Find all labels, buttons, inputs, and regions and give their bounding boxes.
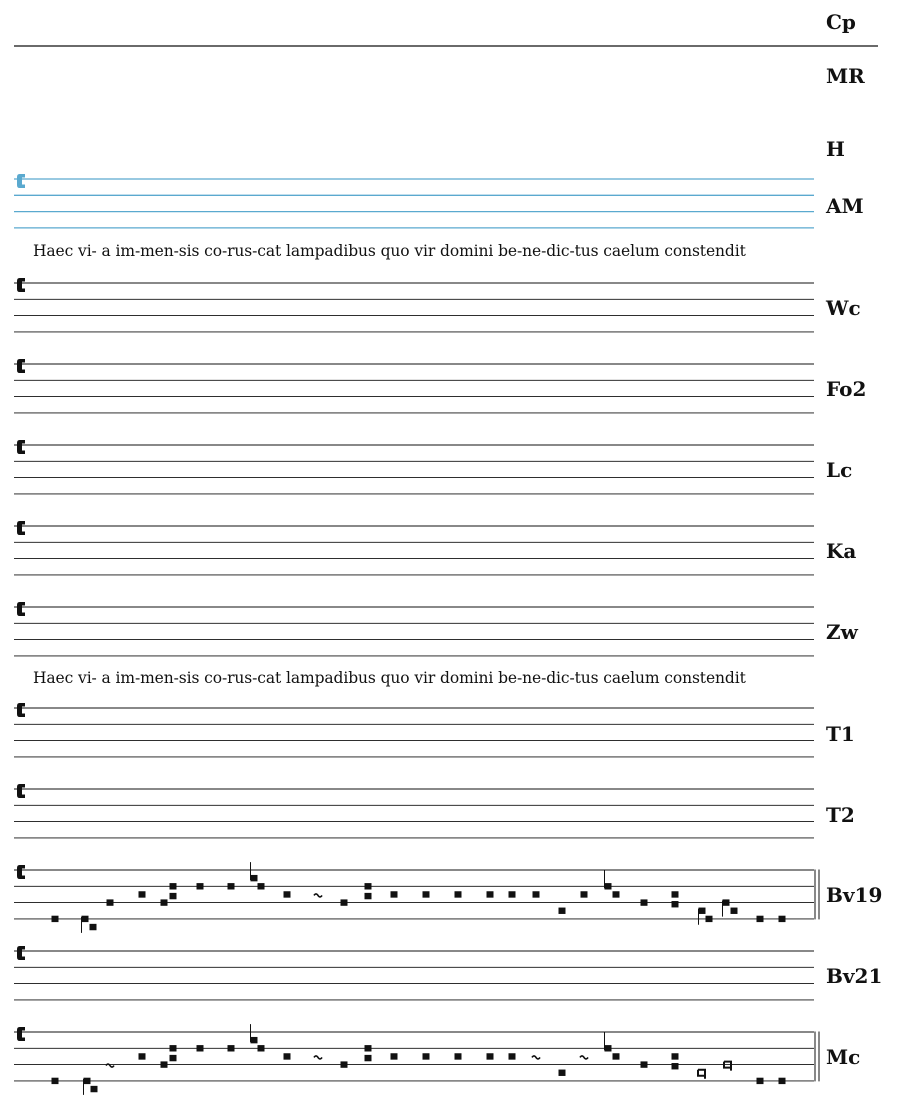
- neume-punctum: [258, 883, 265, 889]
- neume-punctum: [423, 1053, 430, 1059]
- neume-punctum: [52, 916, 59, 922]
- c-clef-icon: [17, 602, 25, 616]
- neume-punctum: [672, 901, 679, 907]
- neume-punctum: [487, 891, 494, 897]
- neume-punctum: [779, 1078, 786, 1084]
- neume-punctum: [90, 924, 97, 930]
- staff-zw[interactable]: [14, 602, 814, 656]
- neume-punctum: [170, 883, 177, 889]
- neume-punctum: [84, 1078, 91, 1084]
- c-clef-icon: [17, 278, 25, 292]
- neume-punctum: [341, 1061, 348, 1067]
- neume-punctum: [91, 1086, 98, 1092]
- neume-punctum: [581, 891, 588, 897]
- staff-mc[interactable]: [14, 1024, 819, 1095]
- neume-quilisma: [580, 1056, 588, 1059]
- neume-punctum: [723, 899, 730, 905]
- neume-punctum: [228, 883, 235, 889]
- siglum-zw[interactable]: Zw: [826, 620, 858, 644]
- neume-punctum: [559, 908, 566, 914]
- c-clef-icon: [17, 174, 25, 188]
- staff-lc[interactable]: [14, 440, 814, 494]
- siglum-mr[interactable]: MR: [826, 64, 865, 88]
- siglum-fo2[interactable]: Fo2: [826, 377, 867, 401]
- neume-punctum: [641, 899, 648, 905]
- neume-punctum: [605, 1045, 612, 1051]
- neume-punctum: [139, 891, 146, 897]
- staff-bv19[interactable]: [14, 862, 819, 933]
- neume-punctum: [605, 883, 612, 889]
- neume-quilisma: [314, 894, 322, 897]
- neume-punctum: [161, 899, 168, 905]
- neume-punctum: [391, 891, 398, 897]
- neume-punctum: [139, 1053, 146, 1059]
- neume-punctum: [365, 1055, 372, 1061]
- neume-quilisma: [532, 1056, 540, 1059]
- neume-punctum: [161, 1061, 168, 1067]
- neume-punctum: [509, 891, 516, 897]
- neume-punctum: [559, 1070, 566, 1076]
- neume-punctum: [487, 1053, 494, 1059]
- staff-fo2[interactable]: [14, 359, 814, 413]
- neume-liquescent: [698, 1070, 705, 1079]
- neume-punctum: [284, 1053, 291, 1059]
- c-clef-icon: [17, 865, 25, 879]
- siglum-t2[interactable]: T2: [826, 803, 855, 827]
- neume-punctum: [258, 1045, 265, 1051]
- neume-punctum: [197, 1045, 204, 1051]
- neume-punctum: [365, 1045, 372, 1051]
- neume-punctum: [197, 883, 204, 889]
- neume-punctum: [391, 1053, 398, 1059]
- neume-punctum: [341, 899, 348, 905]
- neume-punctum: [613, 891, 620, 897]
- neume-punctum: [757, 916, 764, 922]
- neume-liquescent: [724, 1062, 731, 1071]
- neume-punctum: [706, 916, 713, 922]
- siglum-am[interactable]: AM: [826, 194, 864, 218]
- lyrics-line-1: Haec vi- a im-men-sis co-rus-cat lampadibus quo vir domini be-ne-dic-tus caelum constendit: [33, 242, 746, 260]
- neume-punctum: [228, 1045, 235, 1051]
- c-clef-icon: [17, 946, 25, 960]
- staff-ka[interactable]: [14, 521, 814, 575]
- staff-wc[interactable]: [14, 278, 814, 332]
- siglum-ka[interactable]: Ka: [826, 539, 857, 563]
- c-clef-icon: [17, 784, 25, 798]
- neume-punctum: [284, 891, 291, 897]
- neume-punctum: [365, 883, 372, 889]
- neume-quilisma: [314, 1056, 322, 1059]
- neume-punctum: [533, 891, 540, 897]
- neume-punctum: [672, 1063, 679, 1069]
- neume-punctum: [107, 899, 114, 905]
- neume-punctum: [699, 908, 706, 914]
- neume-punctum: [509, 1053, 516, 1059]
- neume-punctum: [455, 1053, 462, 1059]
- c-clef-icon: [17, 1027, 25, 1041]
- neume-punctum: [365, 893, 372, 899]
- staff-t1[interactable]: [14, 703, 814, 757]
- siglum-wc[interactable]: Wc: [826, 296, 861, 320]
- neume-punctum: [613, 1053, 620, 1059]
- neume-punctum: [251, 1037, 258, 1043]
- staff-t2[interactable]: [14, 784, 814, 838]
- siglum-mc[interactable]: Mc: [826, 1045, 861, 1069]
- siglum-lc[interactable]: Lc: [826, 458, 853, 482]
- neume-punctum: [672, 891, 679, 897]
- neume-punctum: [170, 893, 177, 899]
- siglum-bv19[interactable]: Bv19: [826, 883, 883, 907]
- siglum-t1[interactable]: T1: [826, 722, 855, 746]
- siglum-cp[interactable]: Cp: [826, 10, 856, 34]
- c-clef-icon: [17, 359, 25, 373]
- c-clef-icon: [17, 703, 25, 717]
- neume-punctum: [52, 1078, 59, 1084]
- siglum-bv21[interactable]: Bv21: [826, 964, 883, 988]
- neume-punctum: [423, 891, 430, 897]
- c-clef-icon: [17, 440, 25, 454]
- c-clef-icon: [17, 521, 25, 535]
- lyrics-line-2: Haec vi- a im-men-sis co-rus-cat lampadibus quo vir domini be-ne-dic-tus caelum constendit: [33, 669, 746, 687]
- neume-punctum: [672, 1053, 679, 1059]
- neume-punctum: [251, 875, 258, 881]
- siglum-h[interactable]: H: [826, 137, 845, 161]
- neume-punctum: [757, 1078, 764, 1084]
- neume-punctum: [82, 916, 89, 922]
- neume-punctum: [641, 1061, 648, 1067]
- neume-punctum: [455, 891, 462, 897]
- neume-punctum: [731, 908, 738, 914]
- staff-bv21[interactable]: [14, 946, 814, 1000]
- staff-am[interactable]: [14, 174, 814, 228]
- neume-punctum: [170, 1055, 177, 1061]
- neume-punctum: [779, 916, 786, 922]
- neume-punctum: [170, 1045, 177, 1051]
